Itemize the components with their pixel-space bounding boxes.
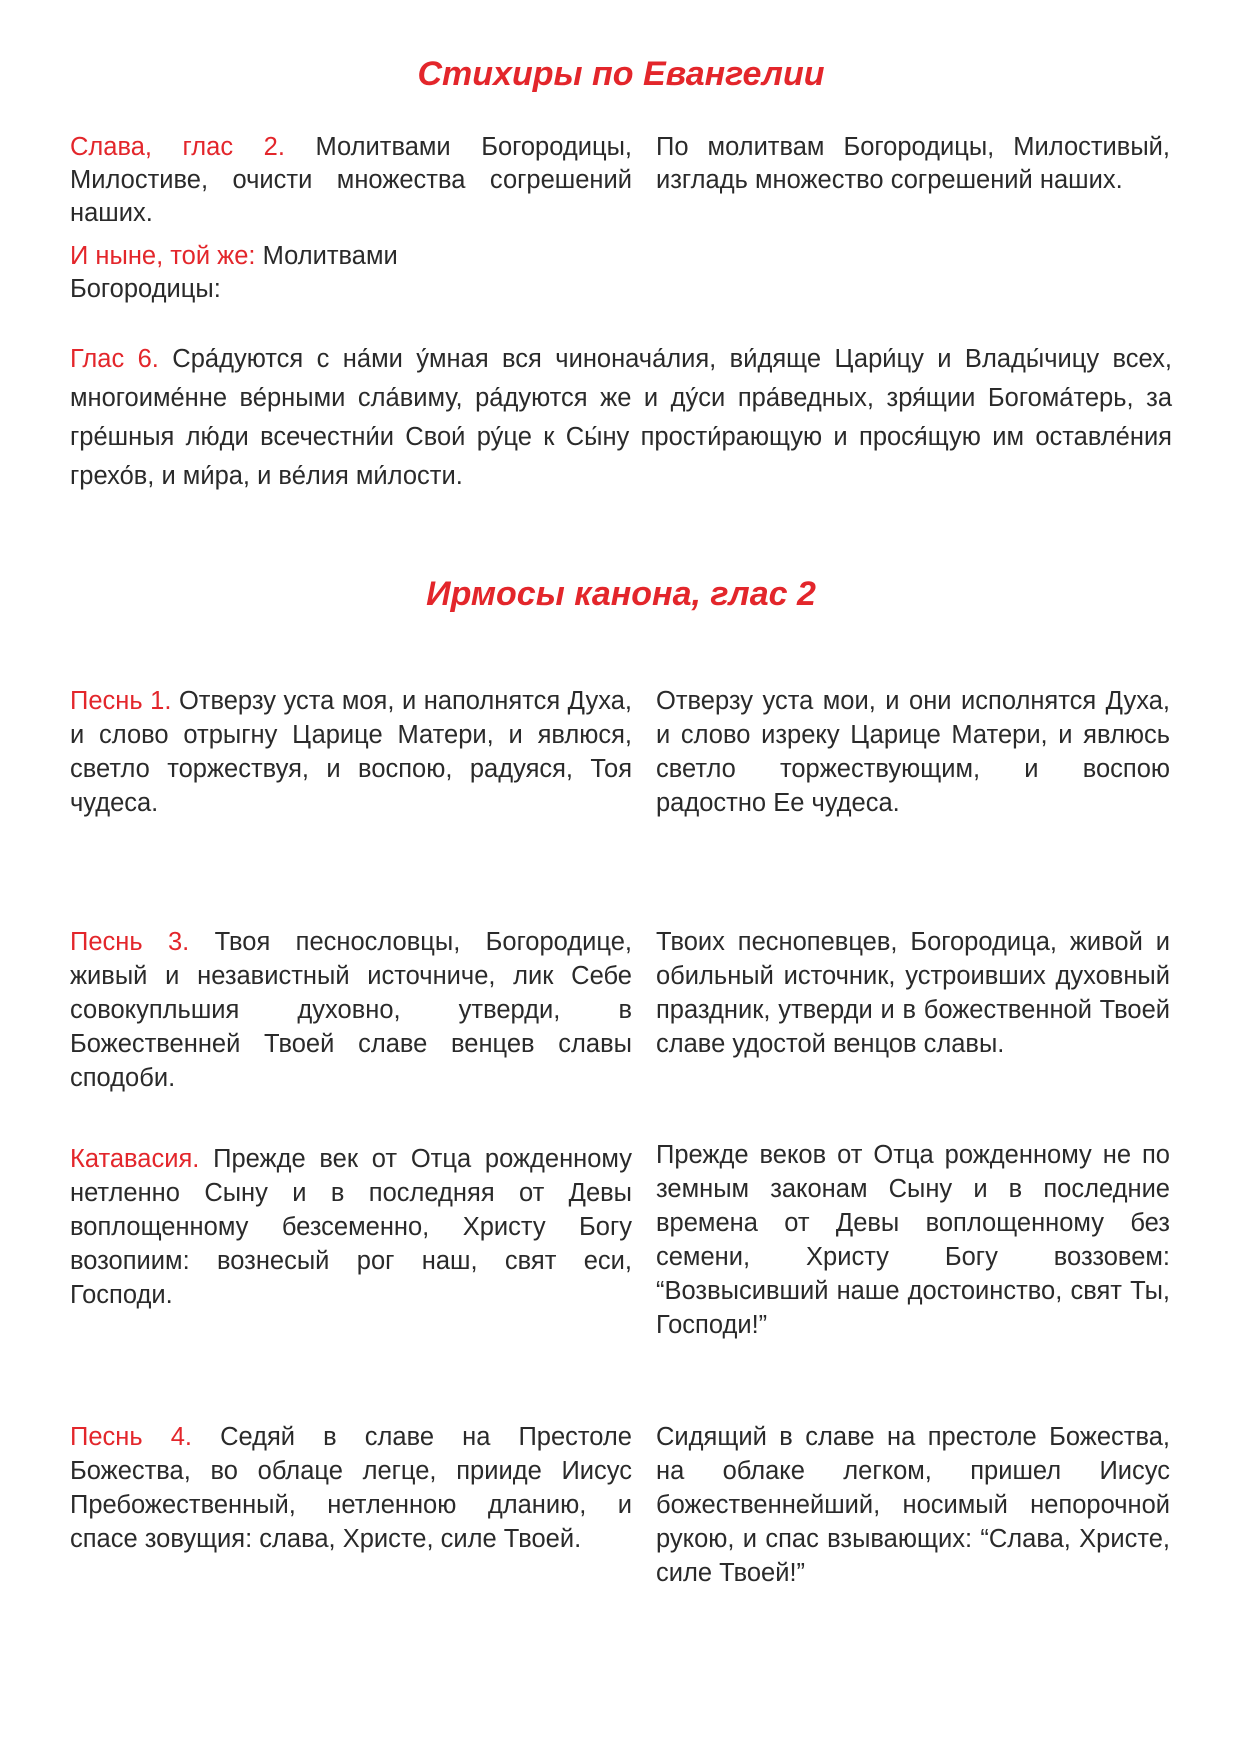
irmoi-title: Ирмосы канона, глас 2 <box>426 575 816 613</box>
pesn1-paragraph-ru: Отверзу уста мои, и они исполнятся Духа, и слово изреку Царице Матери, и явлюсь светло торжествующим, и воспою радостно Ее чудеса. <box>656 687 1170 817</box>
i-nyne-text: Молитвами Богородицы: <box>70 242 398 303</box>
katavasia-paragraph-cs <box>70 1142 632 1312</box>
pesn3-label: Песнь 3. <box>70 928 190 956</box>
slava-paragraph-ru: По молитвам Богородицы, Милостивый, изгладь множество согрешений наших. <box>656 133 1170 194</box>
pesn4-label: Песнь 4. <box>70 1423 192 1451</box>
i-nyne-label: И ныне, той же: <box>70 242 256 270</box>
katavasia-label: Катавасия. <box>70 1145 200 1173</box>
i-nyne-paragraph <box>70 240 470 306</box>
pesn4-text-cs: Седяй в славе на Престоле Божества, во облаце легце, прииде Иисус Пребожественный, нетленною дланию, и спасе зовущия: слава, Христе, силе Твоей. <box>70 1423 632 1553</box>
pesn3-paragraph-ru: Твоих песнопевцев, Богородица, живой и обильный источник, устроивших духовный праздник, утверди и в божественной Твоей славе удостой венцов славы. <box>656 928 1170 1058</box>
stichera-title: Стихиры по Евангелии <box>417 55 825 93</box>
glas6-label: Глас 6. <box>70 345 159 373</box>
slava-text-cs: Молитвами Богородицы, Милостиве, очисти множества согрешений наших. <box>70 133 632 227</box>
pesn3-text-cs: Твоя песнословцы, Богородице, живый и независтный источниче, лик Себе совокупльшия духовно, утверди, в Божественней Твоей славе венцев славы сподоби. <box>70 928 633 1092</box>
katavasia-paragraph-ru: Прежде веков от Отца рожденному не по земным законам Сыну и в последние времена от Девы воплощенному без семени, Христу Богу воззовем: “Возвысивший наше достоинство, свят Ты, Господи!” <box>656 1141 1170 1339</box>
pesn4-paragraph-ru: Сидящий в славе на престоле Божества, на облаке легком, пришел Иисус божественнейший, носимый непорочной рукою, и спас взывающих: “Слава, Христе, силе Твоей!” <box>656 1423 1170 1587</box>
pesn1-label: Песнь 1. <box>70 687 172 715</box>
document-page <box>70 0 1172 1754</box>
pesn1-text-cs: Отверзу уста моя, и наполнятся Духа, и слово отрыгну Царице Матери, и явлюся, светло торжествуя, и воспою, радуяся, Тоя чудеса. <box>70 687 632 817</box>
pesn1-paragraph-cs <box>70 684 632 820</box>
pesn3-paragraph-cs <box>70 925 632 1095</box>
slava-paragraph-cs <box>70 131 632 230</box>
pesn4-paragraph-cs <box>70 1420 632 1556</box>
glas6-text: Сра́дуются с на́ми у́мная вся чинонача́лия, ви́дяще Цари́цу и Влады́чицу всех, многоиме́нне ве́рными сла́виму, ра́дуются же и ду́си пра́ведных, зря́щии Богома́терь, за гре́шныя лю́ди всечестни́и Свои́ ру́це к Сы́ну прости́рающую и прося́щую им оставле́ния грехо́в, и ми́ра, и ве́лия ми́лости. <box>70 345 1172 490</box>
slava-label: Слава, глас 2. <box>70 133 285 161</box>
glas6-paragraph <box>70 340 1172 496</box>
katavasia-text-cs: Прежде век от Отца рожденному нетленно Сыну и в последняя от Девы воплощенному безсеменно, Христу Богу возопиим: вознесый рог наш, свят еси, Господи. <box>70 1145 632 1309</box>
